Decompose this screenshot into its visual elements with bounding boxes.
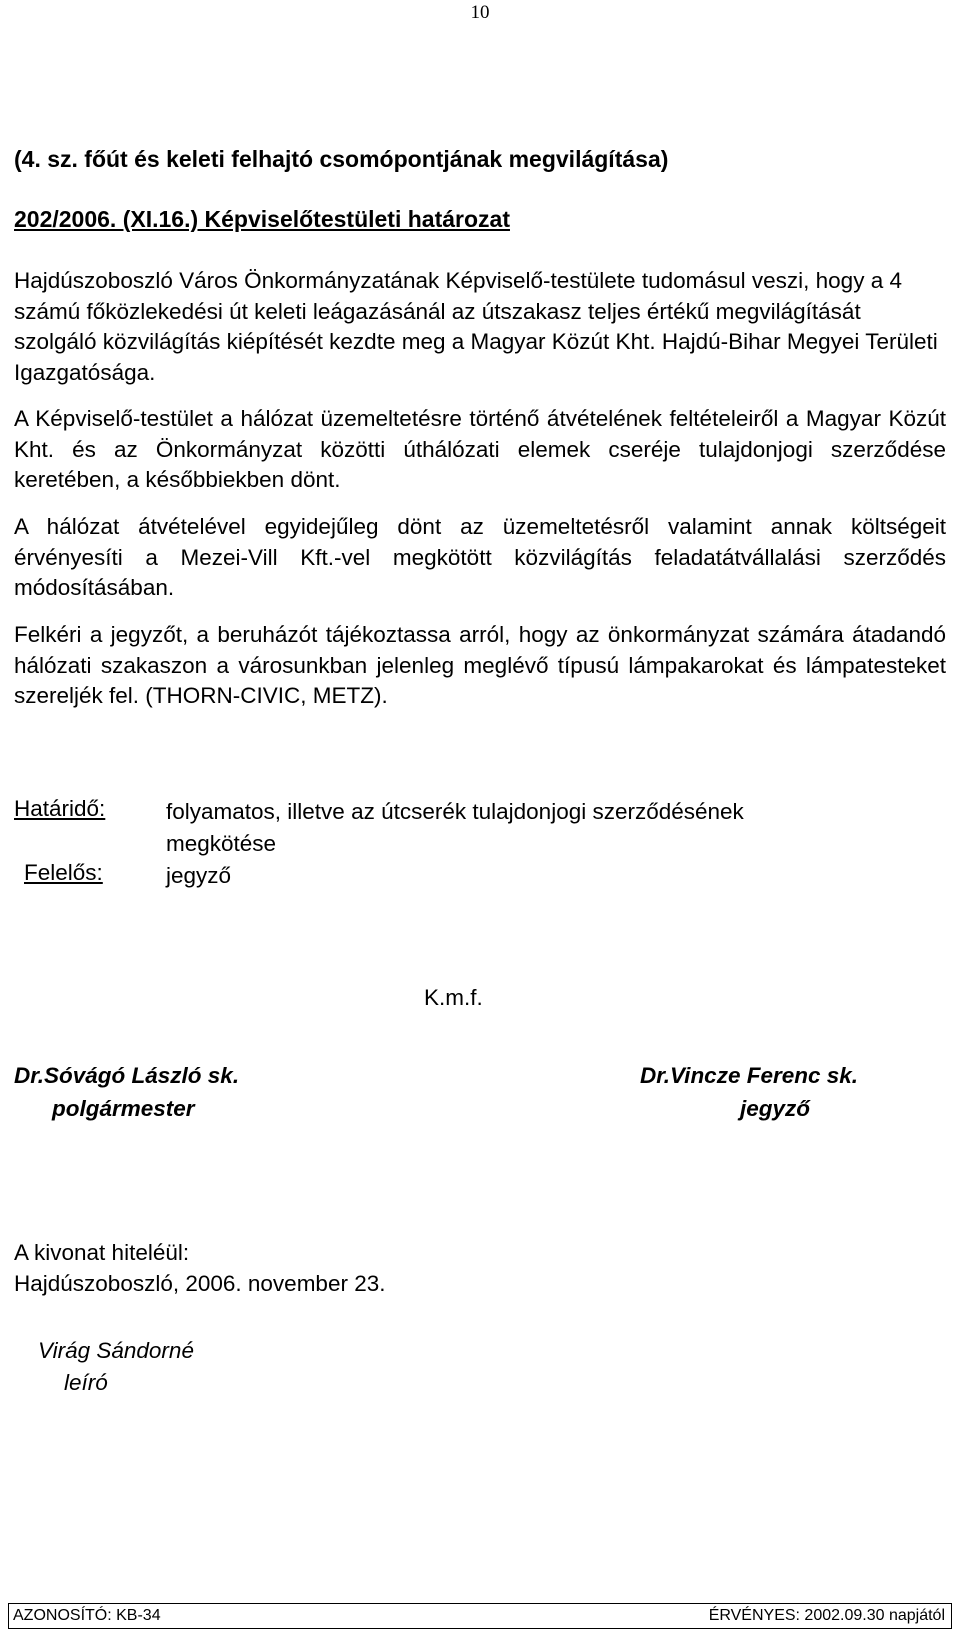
mayor-role: polgármester [52,1096,195,1121]
footer-identifier: AZONOSÍTÓ: KB-34 [13,1607,161,1624]
deadline-label: Határidő: [14,796,106,821]
document-footer [8,1603,952,1629]
mayor-signature-name: Dr.Sóvágó László sk. [14,1063,240,1088]
kmf-mark: K.m.f. [424,985,483,1010]
paragraph-1: Hajdúszoboszló Város Önkormányzatának Képviselő-testülete tudomásul veszi, hogy a 4 számú főközlekedési út keleti leágazásánál az útszakasz teljes értékű megvilágítását szolgáló közvilágítás kiépítését kezdte meg a Magyar Közút Kht. Hajdú-Bihar Megyei Területi Igazgatósága. [14,268,938,385]
responsible-value: jegyző [166,863,232,888]
paragraph-3: A hálózat átvételével egyidejűleg dönt az üzemeltetésről valamint annak költségeit érvényesíti a Mezei-Vill Kft.-vel megkötött közvilágítás feladatátvállalási szerződés módosításában. [14,514,946,600]
clerk-name: Virág Sándorné [38,1338,194,1363]
clerk-role: leíró [64,1370,108,1395]
resolution-number: 202/2006. (XI.16.) Képviselőtestületi határozat [14,206,510,232]
extract-place-date: Hajdúszoboszló, 2006. november 23. [14,1271,386,1296]
notary-role: jegyző [740,1096,811,1121]
paragraph-4: Felkéri a jegyzőt, a beruházót tájékoztassa arról, hogy az önkormányzat számára átadandó hálózati szakaszon a városunkban jelenleg meglévő típusú lámpakarokat és lámpatesteket szereljék fel. (THORN-CIVIC, METZ). [14,622,946,708]
extract-label: A kivonat hiteléül: [14,1240,190,1265]
paragraph-2: A Képviselő-testület a hálózat üzemeltetésre történő átvételének feltételeiről a Magyar Közút Kht. és az Önkormányzat közötti úthálózati elemek cseréje tulajdonjogi szerződése keretében, a későbbiekben dönt. [14,406,946,492]
page-number: 10 [470,2,490,23]
deadline-value: folyamatos, illetve az útcserék tulajdonjogi szerződésének megkötése [166,799,744,856]
document-title: (4. sz. főút és keleti felhajtó csomópontjának megvilágítása) [14,146,669,172]
footer-validity: ÉRVÉNYES: 2002.09.30 napjától [708,1607,945,1624]
responsible-label: Felelős: [24,860,103,885]
notary-signature-name: Dr.Vincze Ferenc sk. [640,1063,859,1088]
